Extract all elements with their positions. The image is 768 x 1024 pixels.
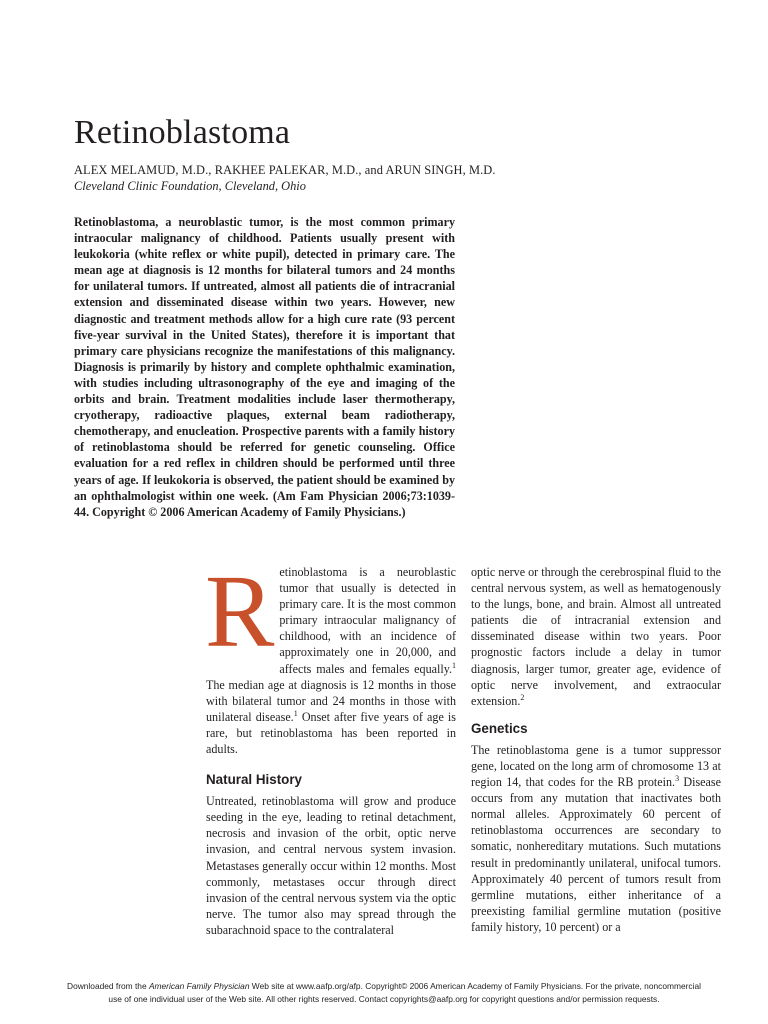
footer-text-1: Downloaded from the bbox=[67, 981, 149, 991]
drop-cap: R bbox=[205, 554, 275, 669]
reference-marker: 1 bbox=[452, 660, 456, 670]
natural-history-continued-text: optic nerve or through the cerebrospinal fluid to the central nervous system, as well as hematogenously to the lungs, bone, and brain. Almost all untreated patients die of intracranial extension and disseminated disease within two years. Poor prognostic factors include a delay in tumor diagnosis, larger tumor, greater age, evidence of optic nerve involvement, and extraocular extension. bbox=[471, 565, 721, 708]
genetics-text-b: Disease occurs from any mutation that inactivates both normal alleles. Approximately 60 percent of retinoblastoma occurrences are secondary to somatic, nonhereditary mutations. Such mutations result in predominantly unilateral, unifocal tumors. Approximately 40 percent of tumors result from germline mutations, either inheritance of a preexisting familial germline mutation (positive family history, 10 percent) or a bbox=[471, 775, 721, 934]
intro-text-c: Onset after five years of age is rare, but retinoblastoma has been reported in adults. bbox=[206, 709, 456, 757]
natural-history-paragraph: Untreated, retinoblastoma will grow and produce seeding in the eye, leading to retinal detachment, necrosis and invasion of the orbit, optic nerve invasion, and central nervous system invasion. Metastases generally occur within 12 months. Most commonly, metastases occur through direct invasion of the central nervous system via the optic nerve. The tumor also may spread through the subarachnoid space to the contralateral bbox=[206, 794, 456, 937]
genetics-paragraph bbox=[471, 742, 721, 935]
section-heading-natural-history: Natural History bbox=[206, 772, 302, 788]
footer-journal-name: American Family Physician bbox=[148, 981, 250, 991]
author-list: ALEX MELAMUD, M.D., RAKHEE PALEKAR, M.D., and ARUN SINGH, M.D. bbox=[74, 163, 496, 177]
natural-history-continued bbox=[471, 564, 721, 709]
footer-line-2: use of one individual user of the Web site. All other rights reserved. Contact copyrights@aafp.org for copyright questions and/or permission requests. bbox=[108, 994, 660, 1004]
abstract: Retinoblastoma, a neuroblastic tumor, is the most common primary intraocular malignancy of childhood. Patients usually present with leukokoria (white reflex or white pupil), detected in primary care. The mean age at diagnosis is 12 months for bilateral tumors and 24 months for unilateral tumors. If untreated, almost all patients die of intracranial extension and disseminated disease within two years. However, new diagnostic and treatment methods allow for a high cure rate (93 percent five-year survival in the United States), therefore it is important that primary care physicians recognize the manifestations of this malignancy. Diagnosis is primarily by history and complete ophthalmic examination, with studies including ultrasonography of the eye and imaging of the orbits and brain. Treatment modalities include laser thermotherapy, cryotherapy, radioactive plaques, external beam radiotherapy, chemotherapy, and enucleation. Prospective parents with a family history of retinoblastoma should be referred for genetic counseling. Office evaluation for a red reflex in children should be performed until three years of age. If leukokoria is observed, the patient should be examined by an ophthalmologist within one week. (Am Fam Physician 2006;73:1039-44. Copyright © 2006 American Academy of Family Physicians.) bbox=[74, 215, 455, 519]
intro-text-b: The median age at diagnosis is 12 months in those with bilateral tumor and 24 months in those with unilateral disease. bbox=[206, 677, 456, 724]
intro-paragraph bbox=[205, 554, 456, 757]
reference-marker: 1 bbox=[293, 708, 298, 718]
footer-text-2: Web site at www.aafp.org/afp. Copyright© 2006 American Academy of Family Physicians. For the private, noncommercial bbox=[249, 981, 701, 991]
body-column-left bbox=[205, 554, 456, 938]
article-title: Retinoblastoma bbox=[74, 114, 291, 151]
section-heading-genetics: Genetics bbox=[471, 720, 528, 736]
footer-line-1 bbox=[0, 980, 768, 993]
intro-text-a: etinoblastoma is a neuroblastic tumor that usually is detected in primary care. It is the most common primary intraocular malignancy of childhood, with an incidence of approximately one in 20,000, and affects males and females equally. bbox=[279, 565, 456, 676]
affiliation: Cleveland Clinic Foundation, Cleveland, Ohio bbox=[74, 179, 306, 193]
download-footer bbox=[0, 980, 768, 1006]
genetics-text-a: The retinoblastoma gene is a tumor suppressor gene, located on the long arm of chromosome 13 at region 14, that codes for the RB protein. bbox=[471, 742, 721, 790]
body-column-right bbox=[471, 564, 721, 935]
reference-marker: 3 bbox=[675, 774, 680, 784]
reference-marker: 2 bbox=[520, 692, 525, 702]
